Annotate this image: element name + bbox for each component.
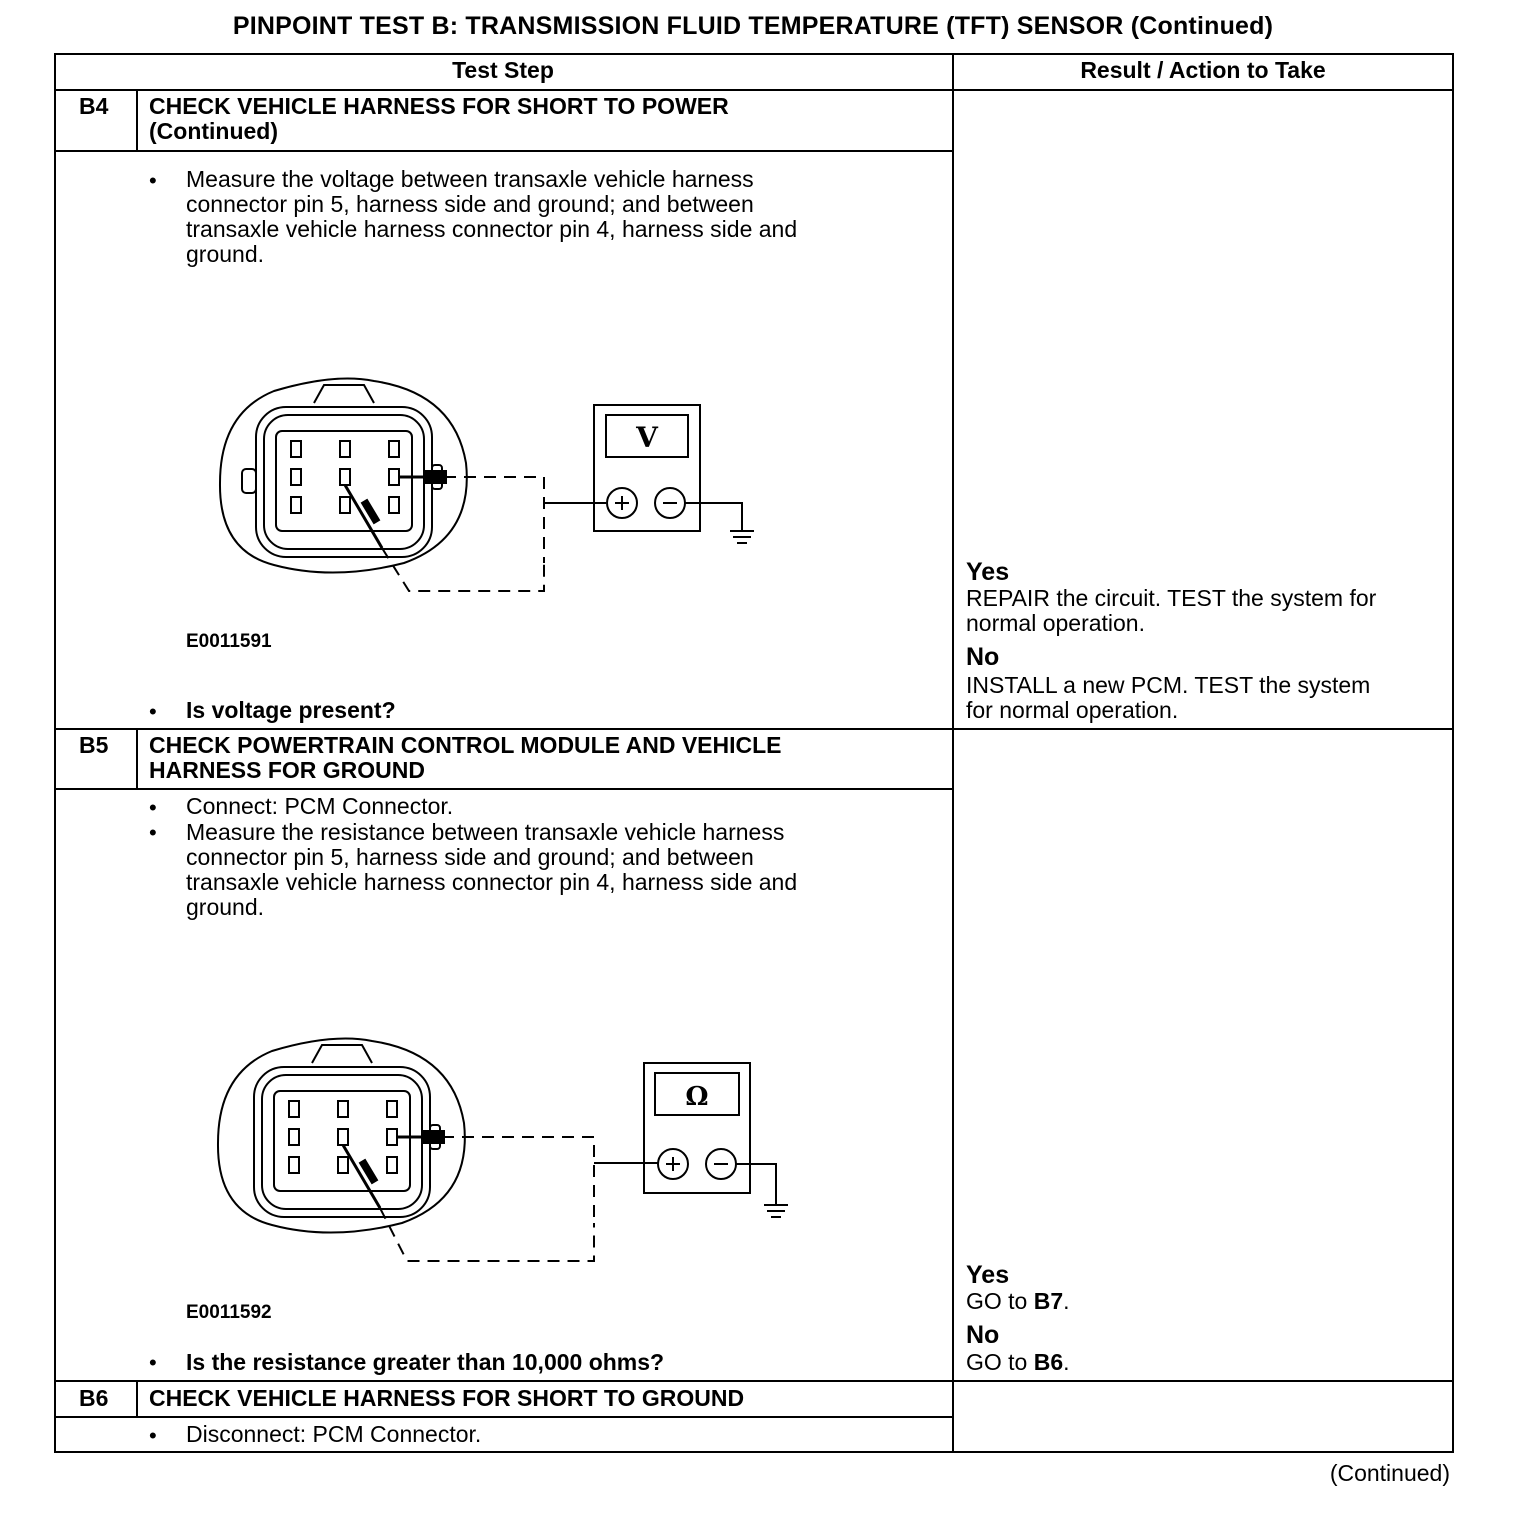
b5-no-label: No [966,1321,1000,1349]
table-border-right [1452,53,1454,1453]
b5-resistance-diagram [212,1033,772,1273]
b5-no-text: GO to [966,1349,1034,1375]
connector-pin-block [276,431,412,531]
ground-symbol-icon [764,1205,788,1217]
b4-instruction-line2: connector pin 5, harness side and ground; and between [186,191,754,217]
b5-yes-target: B7 [1033,1288,1064,1314]
meter-symbol: Ω [685,1082,709,1112]
b5-step-title-line2: HARNESS FOR GROUND [149,757,426,783]
b4-instruction-line1: Measure the voltage between transaxle vehicle harness [186,166,754,192]
b5-bullet-2: • [149,820,157,845]
header-divider [54,89,1454,91]
page-title: PINPOINT TEST B: TRANSMISSION FLUID TEMPERATURE (TFT) SENSOR (Continued) [232,12,1274,40]
connector-shell-outer [254,1067,430,1217]
b5-instruction-line1: Measure the resistance between transaxle vehicle harness [186,819,785,845]
b4-instruction-line4: ground. [186,241,265,267]
b4-figure-id: E0011591 [186,631,272,652]
probe-tip-pin4 [426,471,446,483]
b4-bullet-2: • [149,699,157,724]
b6-id-divider [136,1382,138,1417]
test-step-header: Test Step [452,57,554,83]
b6-step-title: CHECK VEHICLE HARNESS FOR SHORT TO GROUND [149,1385,745,1411]
b4-step-title-line2: (Continued) [149,118,279,144]
row-divider-b4-b5 [54,728,1454,730]
b4-yes-line1: REPAIR the circuit. TEST the system for [966,585,1377,611]
b5-instruction-line4: ground. [186,894,265,920]
pinpoint-test-table [54,53,1454,1453]
b6-title-divider [54,1416,954,1418]
b5-ground-connection [736,1161,796,1221]
b6-step-id: B6 [79,1385,109,1411]
b5-bullet-3: • [149,1350,157,1375]
table-border-left [54,53,56,1453]
b4-instruction-line3: transaxle vehicle harness connector pin 4, harness side and [186,216,798,242]
b5-instruction-line2: connector pin 5, harness side and ground; and between [186,844,754,870]
lead-ground [685,503,742,531]
b6-instruction-disconnect: Disconnect: PCM Connector. [186,1421,482,1447]
connector-tab-left [242,469,256,493]
b4-question: Is voltage present? [186,697,396,723]
b5-no-action [966,1350,1070,1375]
lead-pin4 [444,477,544,563]
b4-voltage-diagram [214,373,774,613]
b4-bullet-1: • [149,168,157,193]
column-divider [952,53,954,1453]
connector-pins [291,441,399,513]
b5-step-title-line1: CHECK POWERTRAIN CONTROL MODULE AND VEHICLE [149,732,782,758]
lead-pin5 [380,1208,594,1261]
b4-yes-line2: normal operation. [966,610,1145,636]
table-border-top [54,53,1454,55]
b5-instruction-line3: transaxle vehicle harness connector pin 4, harness side and [186,869,798,895]
meter-symbol: V [636,421,658,454]
b4-id-divider [136,91,138,151]
lead-pin5 [382,548,544,591]
connector-pins [289,1101,397,1173]
b4-no-label: No [966,643,1000,671]
b5-title-divider [54,788,954,790]
b5-yes-label: Yes [966,1261,1010,1289]
result-header: Result / Action to Take [1080,57,1326,83]
b5-figure-id: E0011592 [186,1302,272,1323]
b5-instruction-connect: Connect: PCM Connector. [186,793,454,819]
b5-id-divider [136,730,138,789]
probe-tip-pin4 [424,1131,444,1143]
b4-no-line1: INSTALL a new PCM. TEST the system [966,672,1371,698]
b5-yes-text: GO to [966,1288,1034,1314]
connector-latch [312,1045,372,1063]
connector-shell-outer [256,407,432,557]
b5-no-period: . [1063,1349,1070,1375]
b5-no-target: B6 [1033,1349,1064,1375]
b5-bullet-1: • [149,795,157,820]
b4-step-id: B4 [79,93,109,119]
b5-yes-period: . [1063,1288,1070,1314]
b6-bullet-1: • [149,1423,157,1448]
continued-note: (Continued) [1329,1460,1450,1486]
b5-yes-action [966,1289,1070,1314]
ground-symbol-icon [730,531,754,543]
row-divider-b5-b6 [54,1380,1454,1382]
b5-question: Is the resistance greater than 10,000 ohms? [186,1349,665,1375]
table-border-bottom [54,1451,1454,1453]
b4-step-title-line1: CHECK VEHICLE HARNESS FOR SHORT TO POWER [149,93,729,119]
b4-title-divider [54,150,954,152]
b4-yes-label: Yes [966,558,1010,586]
connector-pin-block [274,1091,410,1191]
connector-latch [314,385,374,403]
b4-no-line2: for normal operation. [966,697,1179,723]
b5-step-id: B5 [79,732,109,758]
